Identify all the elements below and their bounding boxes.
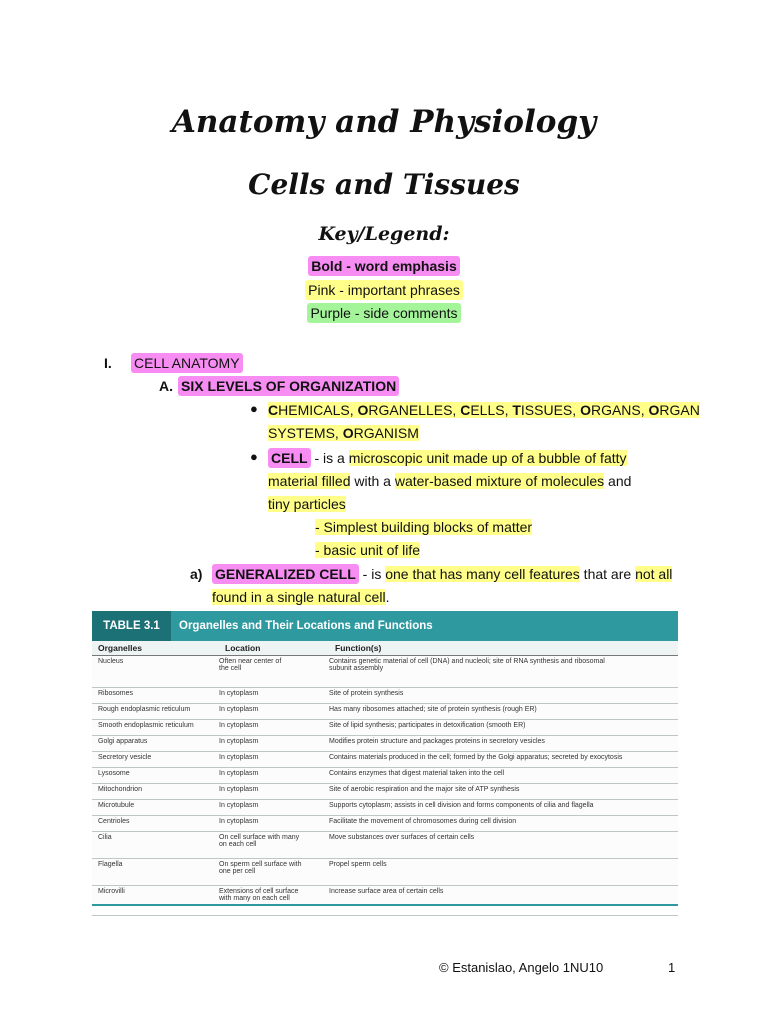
organelle-cell: Smooth endoplasmic reticulum	[98, 722, 194, 729]
location-cell: In cytoplasm	[219, 754, 259, 761]
table-header-bar	[92, 611, 678, 641]
organelle-cell: Secretory vesicle	[98, 754, 152, 761]
legend-pink: Pink - important phrases	[0, 282, 768, 298]
generalized-letter: a)	[190, 566, 203, 582]
levels-line-2: SYSTEMS, ORGANISM	[268, 425, 419, 441]
organelle-cell: Centrioles	[98, 818, 130, 825]
organelles-table	[92, 611, 678, 906]
function-cell: Has many ribosomes attached; site of protein synthesis (rough ER)	[329, 706, 537, 713]
document-title: Anatomy and Physiology	[171, 104, 597, 140]
section-numeral: I.	[104, 355, 112, 371]
location-cell: In cytoplasm	[219, 722, 259, 729]
table-row	[92, 688, 678, 704]
footer-author: © Estanislao, Angelo 1NU10	[439, 960, 604, 975]
location-cell: In cytoplasm	[219, 738, 259, 745]
table-row	[92, 859, 678, 886]
location-cell: In cytoplasm	[219, 690, 259, 697]
organelle-cell: Microvilli	[98, 888, 125, 895]
function-cell: Propel sperm cells	[329, 861, 387, 868]
location-cell: In cytoplasm	[219, 706, 259, 713]
function-cell: Site of protein synthesis	[329, 690, 404, 697]
bullet-dot: ●	[250, 449, 258, 464]
cell-note-2: - basic unit of life	[315, 542, 421, 558]
table-row	[92, 752, 678, 768]
function-cell: Supports cytoplasm; assists in cell division and forms components of cilia and flagella	[329, 802, 594, 809]
legend-bold: Bold - word emphasis	[0, 258, 768, 274]
organelle-cell: Flagella	[98, 861, 123, 868]
location-cell: Often near center of the cell	[219, 658, 282, 672]
table-row	[92, 736, 678, 752]
table-column-headers	[92, 641, 678, 656]
levels-line-1: CHEMICALS, ORGANELLES, CELLS, TISSUES, ORGANS, ORGAN	[268, 402, 700, 418]
function-cell: Contains enzymes that digest material taken into the cell	[329, 770, 505, 777]
function-cell: Facilitate the movement of chromosomes during cell division	[329, 818, 517, 825]
organelle-cell: Mitochondrion	[98, 786, 142, 793]
function-cell: Contains materials produced in the cell; formed by the Golgi apparatus; secreted by exocytosis	[329, 754, 623, 761]
organelle-cell: Nucleus	[98, 658, 124, 665]
function-cell: Move substances over surfaces of certain cells	[329, 834, 475, 841]
table-row	[92, 886, 678, 916]
legend-purple: Purple - side comments	[0, 305, 768, 321]
cell-definition-line-1: CELL - is a microscopic unit made up of a bubble of fatty	[268, 449, 627, 467]
subsection-heading: SIX LEVELS OF ORGANIZATION	[178, 377, 399, 395]
column-header-organelles: Organelles	[98, 643, 142, 653]
subsection-letter: A.	[159, 378, 173, 394]
cell-definition-line-3: tiny particles	[268, 496, 346, 512]
table-row	[92, 800, 678, 816]
column-header-location: Location	[225, 643, 261, 653]
function-cell: Modifies protein structure and packages proteins in secretory vesicles	[329, 738, 545, 745]
cell-note-1: - Simplest building blocks of matter	[315, 519, 533, 535]
location-cell: Extensions of cell surface with many on each cell	[219, 888, 299, 902]
table-row	[92, 816, 678, 832]
column-header-functions: Function(s)	[335, 643, 382, 653]
table-row	[92, 784, 678, 800]
generalized-definition-line-2: found in a single natural cell.	[212, 589, 390, 605]
table-row	[92, 720, 678, 736]
page-number: 1	[668, 960, 676, 975]
table-row	[92, 768, 678, 784]
table-body	[92, 656, 678, 916]
location-cell: In cytoplasm	[219, 802, 259, 809]
document-subtitle: Cells and Tissues	[248, 168, 520, 201]
organelle-cell: Ribosomes	[98, 690, 134, 697]
table-row	[92, 704, 678, 720]
organelle-cell: Microtubule	[98, 802, 135, 809]
bullet-dot: ●	[250, 401, 258, 416]
location-cell: On sperm cell surface with one per cell	[219, 861, 302, 875]
location-cell: In cytoplasm	[219, 818, 259, 825]
function-cell: Increase surface area of certain cells	[329, 888, 444, 895]
organelle-cell: Lysosome	[98, 770, 130, 777]
location-cell: On cell surface with many on each cell	[219, 834, 300, 848]
section-heading: CELL ANATOMY	[131, 354, 243, 372]
location-cell: In cytoplasm	[219, 786, 259, 793]
table-row	[92, 832, 678, 859]
generalized-definition-line-1: GENERALIZED CELL - is one that has many cell features that are not all	[212, 565, 672, 583]
organelle-cell: Rough endoplasmic reticulum	[98, 706, 191, 713]
organelle-cell: Golgi apparatus	[98, 738, 148, 745]
location-cell: In cytoplasm	[219, 770, 259, 777]
organelle-cell: Cilia	[98, 834, 112, 841]
function-cell: Site of lipid synthesis; participates in detoxification (smooth ER)	[329, 722, 526, 729]
table-row	[92, 656, 678, 688]
cell-definition-line-2: material filled with a water-based mixture of molecules and	[268, 473, 632, 489]
table-title: Organelles and Their Locations and Functions	[179, 620, 433, 632]
function-cell: Site of aerobic respiration and the major site of ATP synthesis	[329, 786, 520, 793]
function-cell: Contains genetic material of cell (DNA) and nucleoli; site of RNA synthesis and ribosomal subunit assembly	[329, 658, 605, 672]
legend-heading: Key/Legend:	[318, 223, 450, 245]
table-number: TABLE 3.1	[92, 611, 171, 641]
